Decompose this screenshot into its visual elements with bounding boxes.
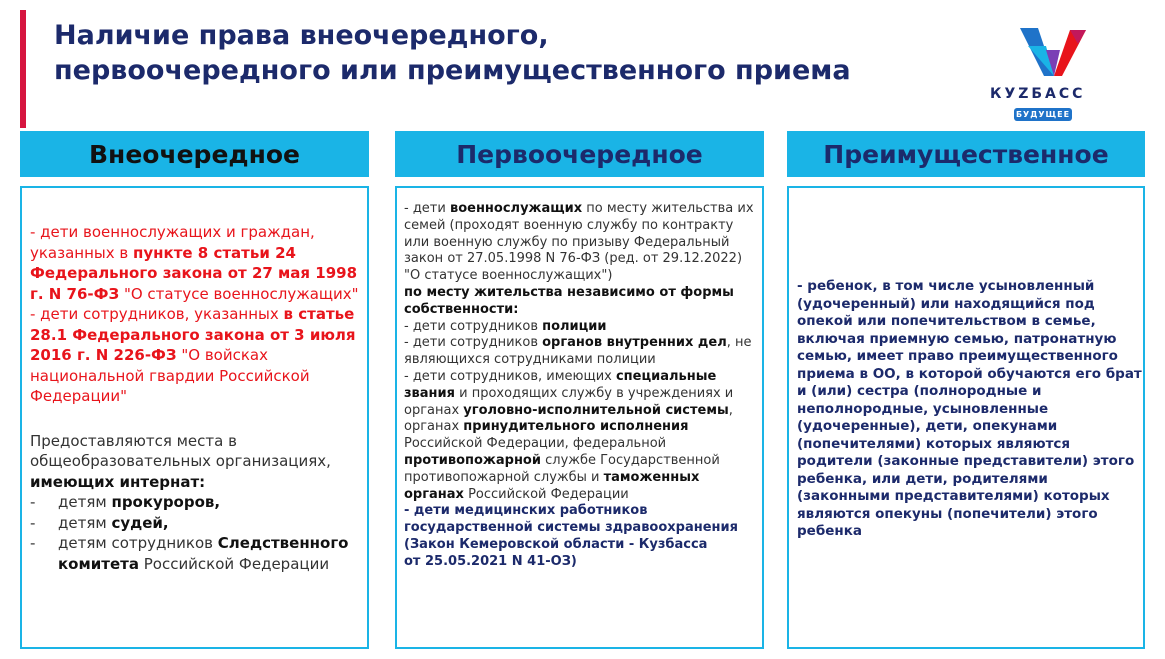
paragraph-military-families bbox=[404, 201, 759, 285]
page-title bbox=[54, 18, 851, 88]
text: , не являющихся сотрудниками полиции bbox=[404, 335, 752, 368]
text: "О статусе военнослужащих" bbox=[119, 284, 359, 303]
text-bold: имеющих интернат: bbox=[30, 472, 206, 491]
accent-bar bbox=[20, 10, 26, 128]
text-bold: противопожарной bbox=[404, 452, 541, 468]
text-bold: пункте 8 статьи 24 Федерального закона от 27 мая 1998 г. N 76-ФЗ bbox=[30, 243, 358, 303]
title-line-1: Наличие права внеочередного, bbox=[54, 20, 549, 51]
column-box-3 bbox=[787, 186, 1145, 649]
text: детям bbox=[58, 493, 112, 511]
boarding-list bbox=[30, 492, 370, 574]
column-header-3: Преимущественное bbox=[787, 131, 1145, 177]
paragraph-medical: - дети медицинских работников государственной системы здравоохранения (Закон Кемеровской области - Кузбасса bbox=[404, 503, 738, 552]
logo-subtext: БУДУЩЕЕ bbox=[1015, 110, 1071, 119]
text-bold: полиции bbox=[542, 318, 607, 334]
paragraph-law-ref: от 25.05.2021 N 41-ОЗ) bbox=[404, 553, 577, 569]
logo-text: КУZБАСС bbox=[990, 86, 1086, 102]
column-header-1: Внеочередное bbox=[20, 131, 369, 177]
list-item bbox=[30, 492, 370, 513]
text: и проходящих службу в учреждениях и органах bbox=[404, 385, 734, 418]
paragraph-special-ranks bbox=[404, 369, 759, 503]
paragraph-police bbox=[404, 319, 759, 336]
text: Российской Федерации, федеральной bbox=[404, 436, 667, 452]
paragraph-guard bbox=[30, 304, 370, 407]
dash: - bbox=[30, 493, 36, 511]
text: - дети военнослужащих и граждан, указанных в bbox=[30, 223, 315, 262]
paragraph-residence bbox=[404, 285, 759, 319]
text: - дети bbox=[404, 201, 450, 216]
text-bold: в статье 28.1 Федерального закона от 3 июля 2016 г. N 226-ФЗ bbox=[30, 305, 356, 364]
text-bold: прокуроров, bbox=[111, 493, 221, 511]
kuzbass-logo bbox=[988, 26, 1118, 126]
column-1-content bbox=[30, 222, 370, 574]
text: службе Государственной противопожарной службы и bbox=[404, 452, 720, 485]
text: , органах bbox=[404, 402, 733, 435]
text: "О войсках национальной гвардии Российской Федерации" bbox=[30, 346, 310, 405]
text: Российской Федерации bbox=[138, 554, 330, 573]
text-bold: специальные звания bbox=[404, 368, 717, 401]
paragraph-internal-affairs bbox=[404, 335, 759, 369]
text-bold: военнослужащих bbox=[449, 201, 583, 216]
text-bold: по месту жительства независимо от формы собственности: bbox=[404, 284, 734, 317]
text: детям сотрудников bbox=[58, 534, 218, 552]
logo-mark-icon bbox=[988, 26, 1118, 86]
list-item bbox=[30, 513, 370, 534]
dash: - bbox=[30, 534, 36, 552]
column-box-1 bbox=[20, 186, 369, 649]
text: Российской Федерации bbox=[463, 486, 629, 502]
title-line-2: первоочередного или преимущественного приема bbox=[54, 55, 851, 86]
text: по месту жительства их семей (проходят военную службу по контракту или военную службу по призыву Федеральный закон от 27.05.1998 N 76-ФЗ (ред. от 29.12.2022) "О статусе военнослужащих") bbox=[404, 201, 754, 284]
dash: - bbox=[30, 513, 36, 532]
text-bold: уголовно-исполнительной системы bbox=[463, 402, 729, 418]
paragraph-military bbox=[30, 222, 370, 304]
column-box-2 bbox=[395, 186, 764, 649]
text: - дети сотрудников, имеющих bbox=[404, 368, 616, 384]
text-bold: таможенных органах bbox=[404, 469, 700, 502]
text-bold: принудительного исполнения bbox=[463, 419, 689, 435]
column-3-content: - ребенок, в том числе усыновленный (удочеренный) или находящийся под опекой или попечительством в семье, включая приемную семью, патронатную семью, имеет право преимущественного приема в ОО, в которой обучаются его брат и (или) сестра (полнородные и неполнородные, усыновленные (удочеренные), дети, опекунами (попечителями) которых являются родители (законные представители) этого ребенка, или дети, родителями (законными представителями) которых являются опекуны (попечители) этого ребенка bbox=[797, 278, 1142, 539]
text: - дети сотрудников bbox=[404, 335, 543, 351]
column-header-2: Первоочередное bbox=[395, 131, 764, 177]
text-bold: Следственного комитета bbox=[58, 534, 349, 573]
text-bold: судей, bbox=[111, 513, 169, 532]
text: - дети сотрудников bbox=[404, 318, 543, 334]
text: детям bbox=[58, 513, 112, 532]
list-item bbox=[30, 533, 370, 574]
column-2-content bbox=[404, 201, 759, 571]
text-bold: органов внутренних дел bbox=[542, 335, 727, 351]
text: Предоставляются места в общеобразовательных организациях, bbox=[30, 431, 331, 470]
text: - дети сотрудников, указанных bbox=[30, 305, 284, 323]
paragraph-boarding bbox=[30, 431, 370, 493]
